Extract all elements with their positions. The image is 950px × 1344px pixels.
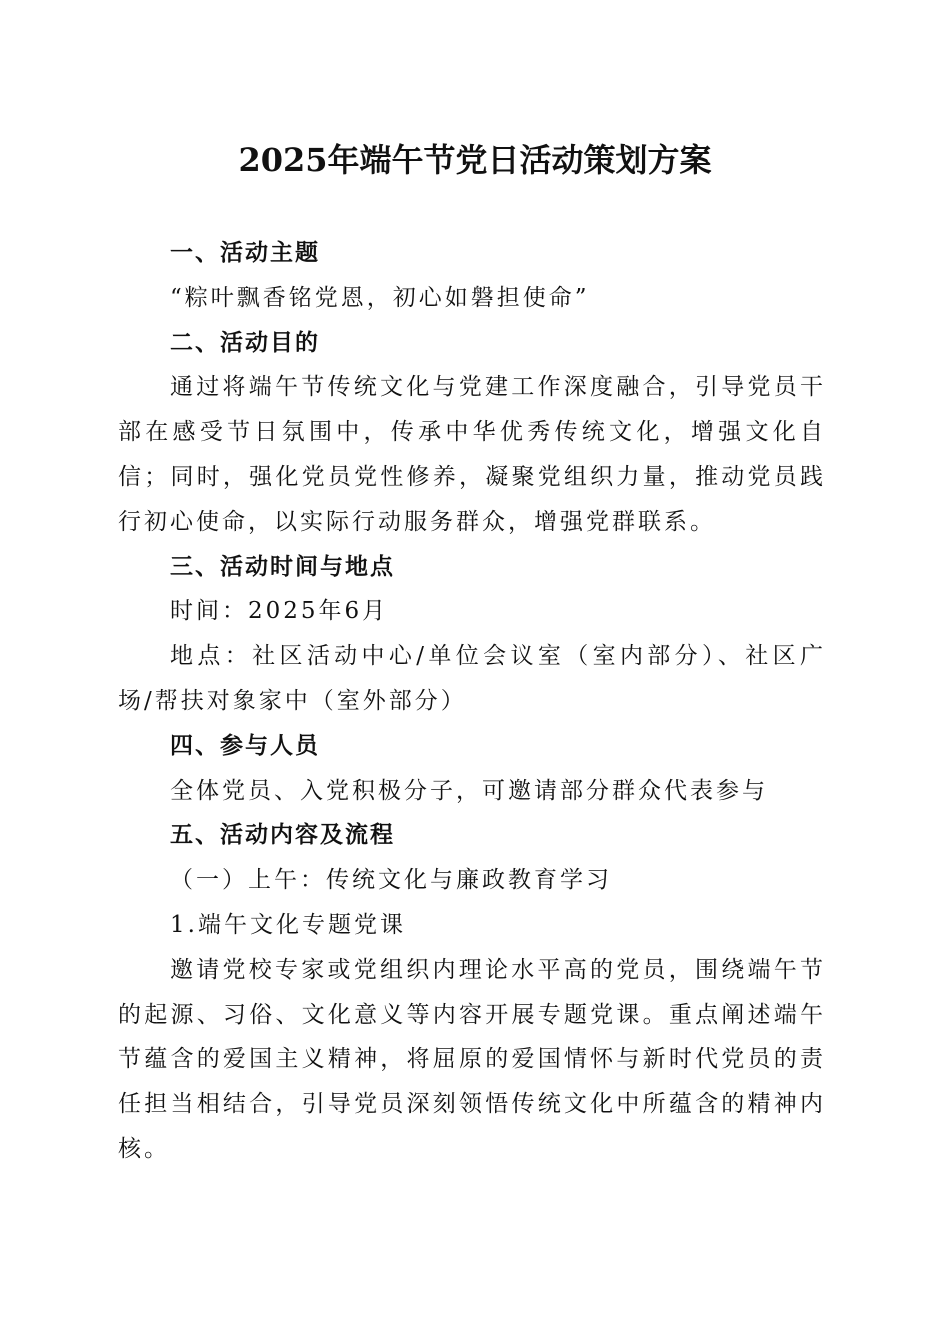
item-heading-party-lesson: 1.端午文化专题党课 [170,911,406,938]
section-text-purpose: 通过将端午节传统文化与党建工作深度融合，引导党员干部在感受节日氛围中，传承中华优秀传统文化，增强文化自信；同时，强化党员党性修养，凝聚党组织力量，推动党员践行初心使命，以实际行动服务群众，增强党群联系。 [118,374,826,535]
section-text-theme: “粽叶飘香铭党恩，初心如磐担使命” [170,284,590,311]
section-heading-time-place: 三、活动时间与地点 [170,553,395,580]
section-text-participants: 全体党员、入党积极分子，可邀请部分群众代表参与 [170,777,768,804]
section-heading-content: 五、活动内容及流程 [170,822,395,849]
section-text-time: 时间：2025年6月 [170,598,389,625]
section-heading-participants: 四、参与人员 [170,732,320,759]
subsection-heading-morning: （一）上午：传统文化与廉政教育学习 [170,867,612,894]
page-title: 2025年端午节党日活动策划方案 [238,141,712,179]
document-body [118,231,826,1172]
section-heading-theme: 一、活动主题 [170,240,320,266]
section-heading-purpose: 二、活动目的 [170,329,320,356]
section-text-place: 地点：社区活动中心/单位会议室（室内部分）、社区广场/帮扶对象家中（室外部分） [118,643,826,714]
item-text-party-lesson: 邀请党校专家或党组织内理论水平高的党员，围绕端午节的起源、习俗、文化意义等内容开展专题党课。重点阐述端午节蕴含的爱国主义精神，将屈原的爱国情怀与新时代党员的责任担当相结合，引导党员深刻领悟传统文化中所蕴含的精神内核。 [118,956,826,1162]
